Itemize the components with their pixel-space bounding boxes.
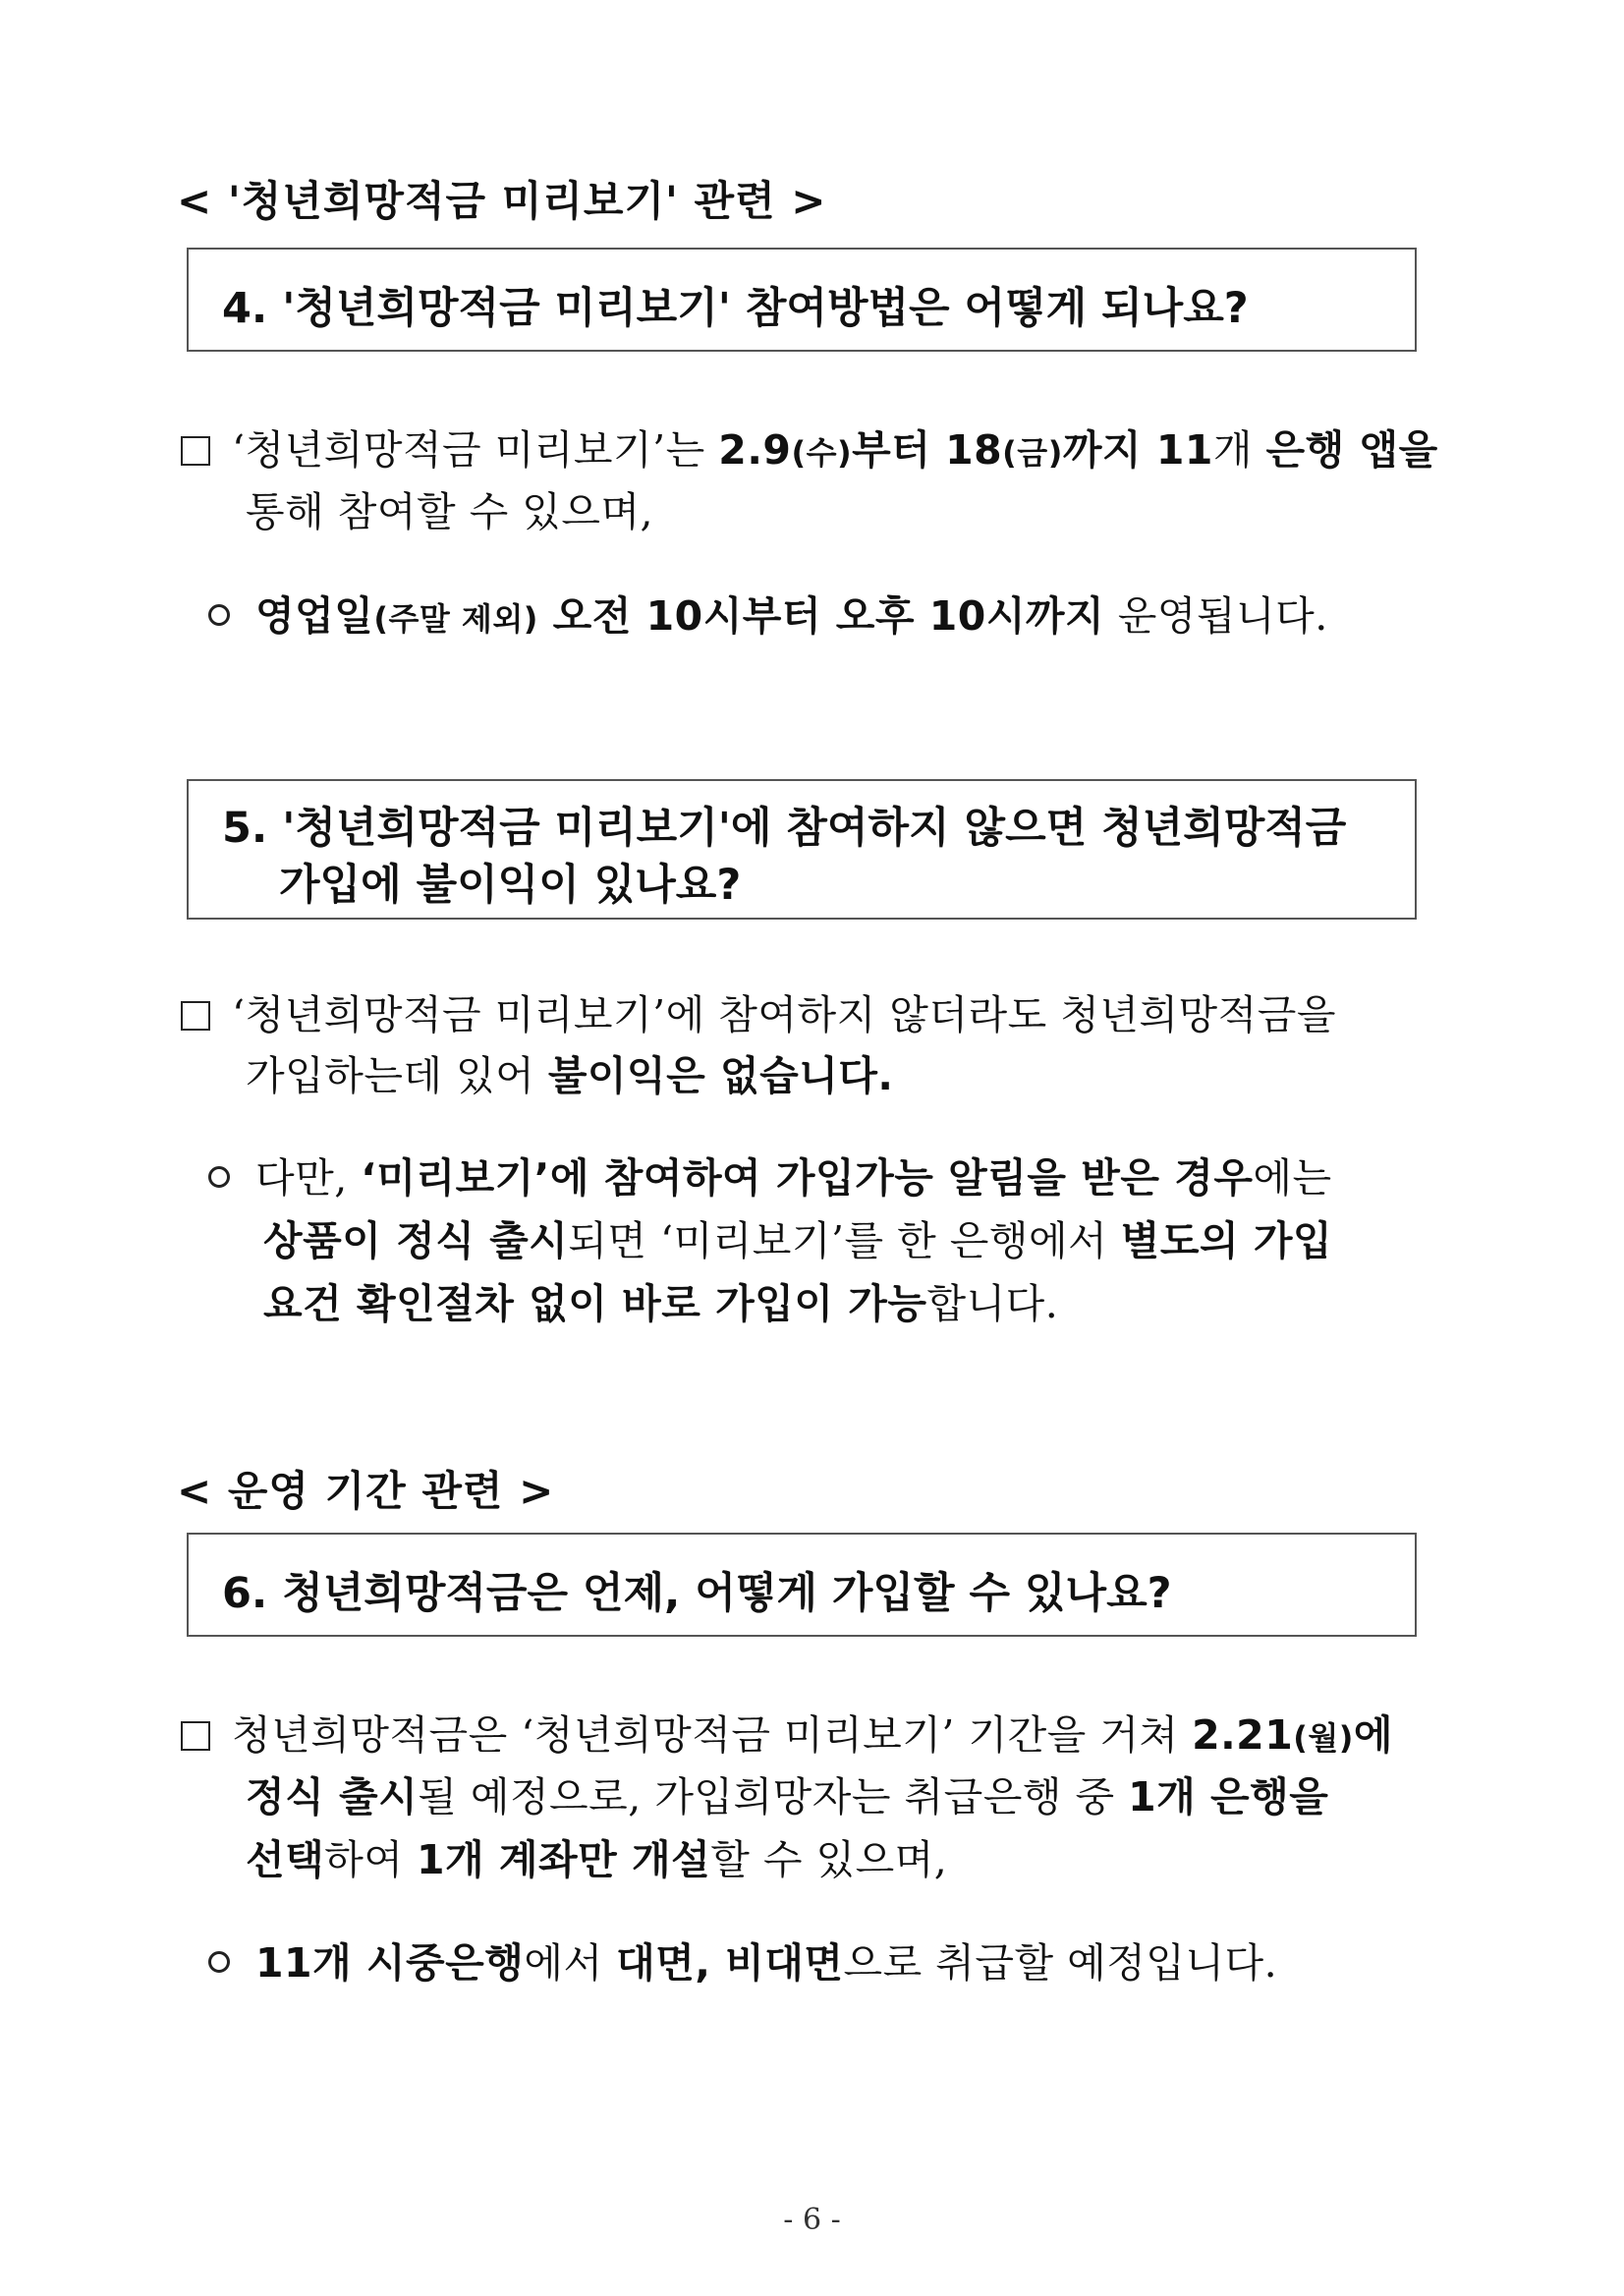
answer-4-line-1: ‘청년희망적금 미리보기’는 2.9(수)부터 18(금)까지 11개 은행 앱을 — [181, 418, 1438, 476]
answer-5-subpoint-line-1: 다만, ‘미리보기’에 참여하여 가입가능 알림을 받은 경우에는 — [208, 1146, 1332, 1204]
question-box-4 — [187, 248, 1417, 352]
question-box-5 — [187, 779, 1417, 920]
answer-4-line-2: 통해 참여할 수 있으며, — [246, 488, 654, 535]
circle-bullet-icon — [208, 1166, 230, 1188]
answer-6-line-3: 선택하여 1개 계좌만 개설할 수 있으며, — [246, 1836, 948, 1883]
answer-6-line-1: 청년희망적금은 ‘청년희망적금 미리보기’ 기간을 거쳐 2.21(월)에 — [181, 1703, 1393, 1761]
section-title-period: < 운영 기간 관련 > — [177, 1467, 555, 1515]
question-5-line-2: 가입에 불이익이 있나요? — [279, 861, 742, 910]
answer-5-subpoint-line-3: 요건 확인절차 없이 바로 가입이 가능합니다. — [263, 1280, 1059, 1327]
question-box-6 — [187, 1533, 1417, 1637]
answer-6-line-2: 정식 출시될 예정으로, 가입희망자는 취급은행 중 1개 은행을 — [246, 1773, 1329, 1820]
question-5-line-1: 5. '청년희망적금 미리보기'에 참여하지 않으면 청년희망적금 — [222, 804, 1347, 853]
answer-6-subpoint: 11개 시중은행에서 대면, 비대면으로 취급할 예정입니다. — [208, 1931, 1277, 1988]
square-bullet-icon — [181, 436, 210, 466]
answer-4-subpoint: 영업일(주말 제외) 오전 10시부터 오후 10시까지 운영됩니다. — [208, 584, 1328, 642]
circle-bullet-icon — [208, 604, 230, 626]
circle-bullet-icon — [208, 1951, 230, 1973]
answer-5-line-1: ‘청년희망적금 미리보기’에 참여하지 않더라도 청년희망적금을 — [181, 982, 1336, 1040]
answer-5-line-2: 가입하는데 있어 불이익은 없습니다. — [246, 1052, 894, 1099]
square-bullet-icon — [181, 1001, 210, 1031]
section-title-preview: < '청년희망적금 미리보기' 관련 > — [177, 177, 827, 225]
answer-5-subpoint-line-2: 상품이 정식 출시되면 ‘미리보기’를 한 은행에서 별도의 가입 — [263, 1217, 1333, 1264]
page-number: - 6 - — [783, 2203, 841, 2237]
question-6-text: 6. 청년희망적금은 언제, 어떻게 가입할 수 있나요? — [222, 1569, 1172, 1618]
square-bullet-icon — [181, 1721, 210, 1751]
question-4-text: 4. '청년희망적금 미리보기' 참여방법은 어떻게 되나요? — [222, 284, 1249, 333]
